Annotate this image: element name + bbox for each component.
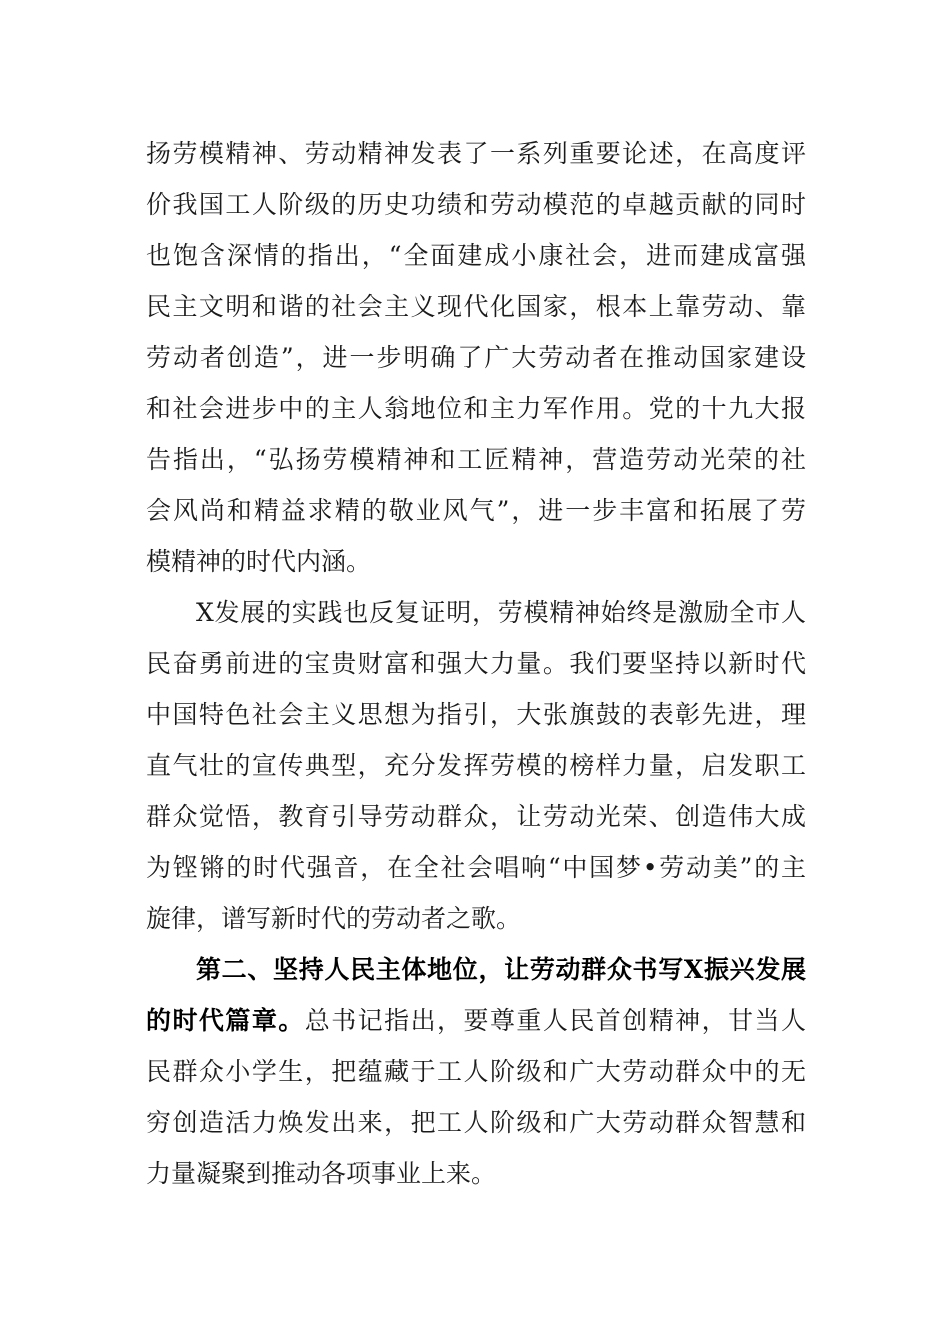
paragraph-line xyxy=(146,995,806,1047)
paragraph-line: 劳动者创造”，进一步明确了广大劳动者在推动国家建设 xyxy=(146,343,806,372)
paragraph-line: 旋律，谱写新时代的劳动者之歌。 xyxy=(146,904,522,933)
paragraph-line: 扬劳模精神、劳动精神发表了一系列重要论述，在高度评 xyxy=(146,139,806,168)
paragraph-line: 民群众小学生，把蕴藏于工人阶级和广大劳动群众中的无 xyxy=(146,1057,806,1086)
paragraph-line: 民主文明和谐的社会主义现代化国家，根本上靠劳动、靠 xyxy=(146,292,806,321)
paragraph-line: 力量凝聚到推动各项事业上来。 xyxy=(146,1159,497,1188)
section-heading: 第二、坚持人民主体地位，让劳动群众书写X振兴发展 xyxy=(196,955,806,984)
paragraph-line: 为铿锵的时代强音，在全社会唱响“中国梦•劳动美”的主 xyxy=(146,853,806,882)
paragraph-text: 总书记指出，要尊重人民首创精神，甘当人 xyxy=(304,1006,806,1035)
paragraph-line: 模精神的时代内涵。 xyxy=(146,547,372,576)
paragraph-line: 群众觉悟，教育引导劳动群众，让劳动光荣、创造伟大成 xyxy=(146,802,806,831)
paragraph-line: 会风尚和精益求精的敬业风气”，进一步丰富和拓展了劳 xyxy=(146,496,806,525)
paragraph-line: 直气壮的宣传典型，充分发挥劳模的榜样力量，启发职工 xyxy=(146,751,806,780)
paragraph-line: 民奋勇前进的宝贵财富和强大力量。我们要坚持以新时代 xyxy=(146,649,806,678)
paragraph-line: X发展的实践也反复证明，劳模精神始终是激励全市人 xyxy=(196,598,806,627)
paragraph-line: 穷创造活力焕发出来，把工人阶级和广大劳动群众智慧和 xyxy=(146,1108,806,1137)
paragraph-line: 告指出，“弘扬劳模精神和工匠精神，营造劳动光荣的社 xyxy=(146,445,806,474)
paragraph-line: 中国特色社会主义思想为指引，大张旗鼓的表彰先进，理 xyxy=(146,700,806,729)
paragraph-line: 和社会进步中的主人翁地位和主力军作用。党的十九大报 xyxy=(146,394,806,423)
paragraph-line: 也饱含深情的指出，“全面建成小康社会，进而建成富强 xyxy=(146,241,806,270)
section-heading-end: 的时代篇章。 xyxy=(146,1006,305,1035)
paragraph-line: 价我国工人阶级的历史功绩和劳动模范的卓越贡献的同时 xyxy=(146,190,806,219)
